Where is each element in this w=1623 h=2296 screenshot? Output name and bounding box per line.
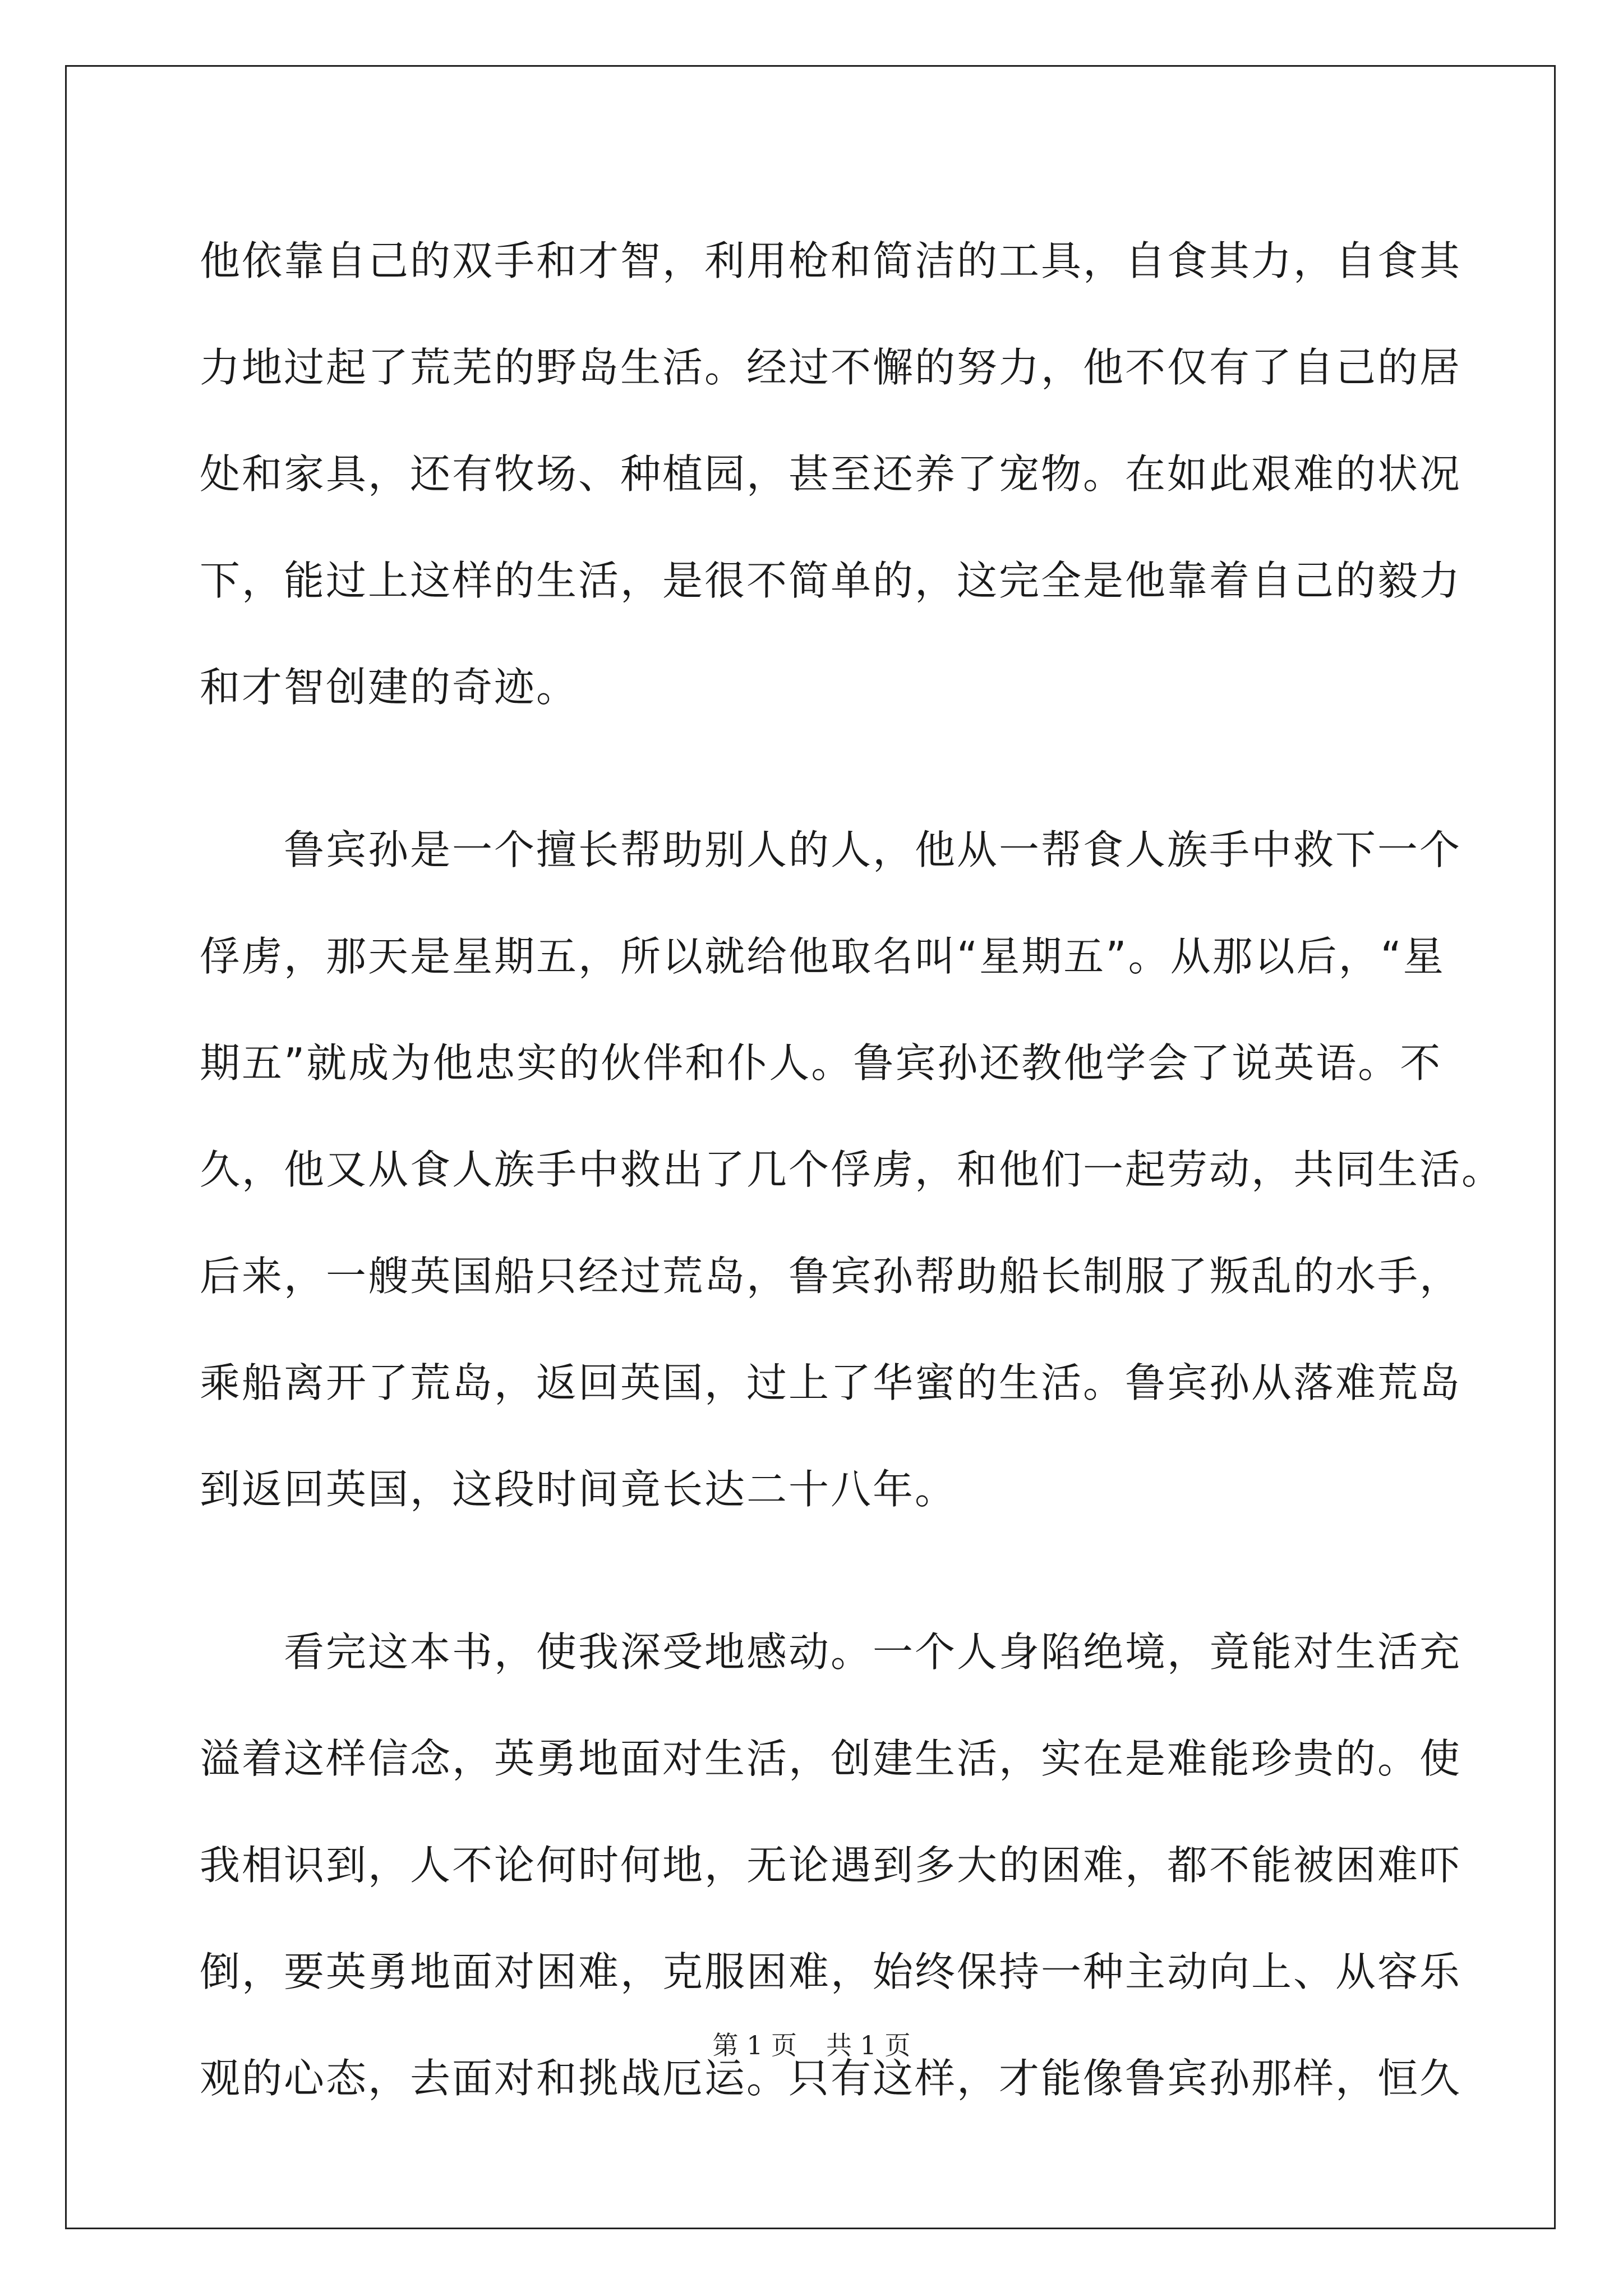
text-line: 倒，要英勇地面对困难，克服困难，始终保持一种主动向上、从容乐 (200, 1948, 1462, 1995)
text-line: 我相识到，人不论何时何地，无论遇到多大的困难，都不能被困难吓 (200, 1842, 1462, 1889)
text-line: 乘船离开了荒岛，返回英国，过上了华蜜的生活。鲁宾孙从落难荒岛 (200, 1359, 1462, 1406)
text-line: 看完这本书，使我深受地感动。一个人身陷绝境，竟能对生活充 (200, 1628, 1462, 1676)
text-line: 俘虏，那天是星期五，所以就给他取名叫“星期五”。从那以后，“星 (200, 933, 1445, 980)
text-line: 和才智创建的奇迹。 (200, 664, 579, 711)
paragraph-spacer (200, 740, 1423, 797)
text-line: 力地过起了荒芜的野岛生活。经过不懈的努力，他不仅有了自己的居 (200, 344, 1462, 391)
text-line: 鲁宾孙是一个擅长帮助别人的人，他从一帮食人族手中救下一个 (200, 826, 1462, 873)
paragraph-spacer (200, 1543, 1423, 1599)
document-body (200, 208, 1504, 2132)
text-line: 后来，一艘英国船只经过荒岛，鲁宾孙帮助船长制服了叛乱的水手， (200, 1253, 1462, 1300)
page-number: 第 1 页 (712, 2030, 797, 2060)
text-line: 期五”就成为他忠实的伙伴和仆人。鲁宾孙还教他学会了说英语。不 (200, 1039, 1442, 1087)
page-total: 共 1 页 (826, 2030, 911, 2060)
page-footer (0, 2025, 1623, 2062)
text-line: 观的心态，去面对和挑战厄运。只有这样，才能像鲁宾孙那样，恒久 (200, 2055, 1462, 2102)
text-line: 到返回英国，这段时间竟长达二十八年。 (200, 1466, 957, 1513)
text-line: 处和家具，还有牧场、种植园，甚至还养了宠物。在如此艰难的状况 (200, 450, 1462, 498)
text-line: 下，能过上这样的生活，是很不简单的，这完全是他靠着自己的毅力 (200, 557, 1462, 604)
text-line: 久，他又从食人族手中救出了几个俘虏，和他们一起劳动，共同生活。 (200, 1146, 1504, 1193)
text-line: 他依靠自己的双手和才智，利用枪和简洁的工具，自食其力，自食其 (200, 237, 1462, 284)
text-line: 溢着这样信念，英勇地面对生活，创建生活，实在是难能珍贵的。使 (200, 1735, 1462, 1782)
